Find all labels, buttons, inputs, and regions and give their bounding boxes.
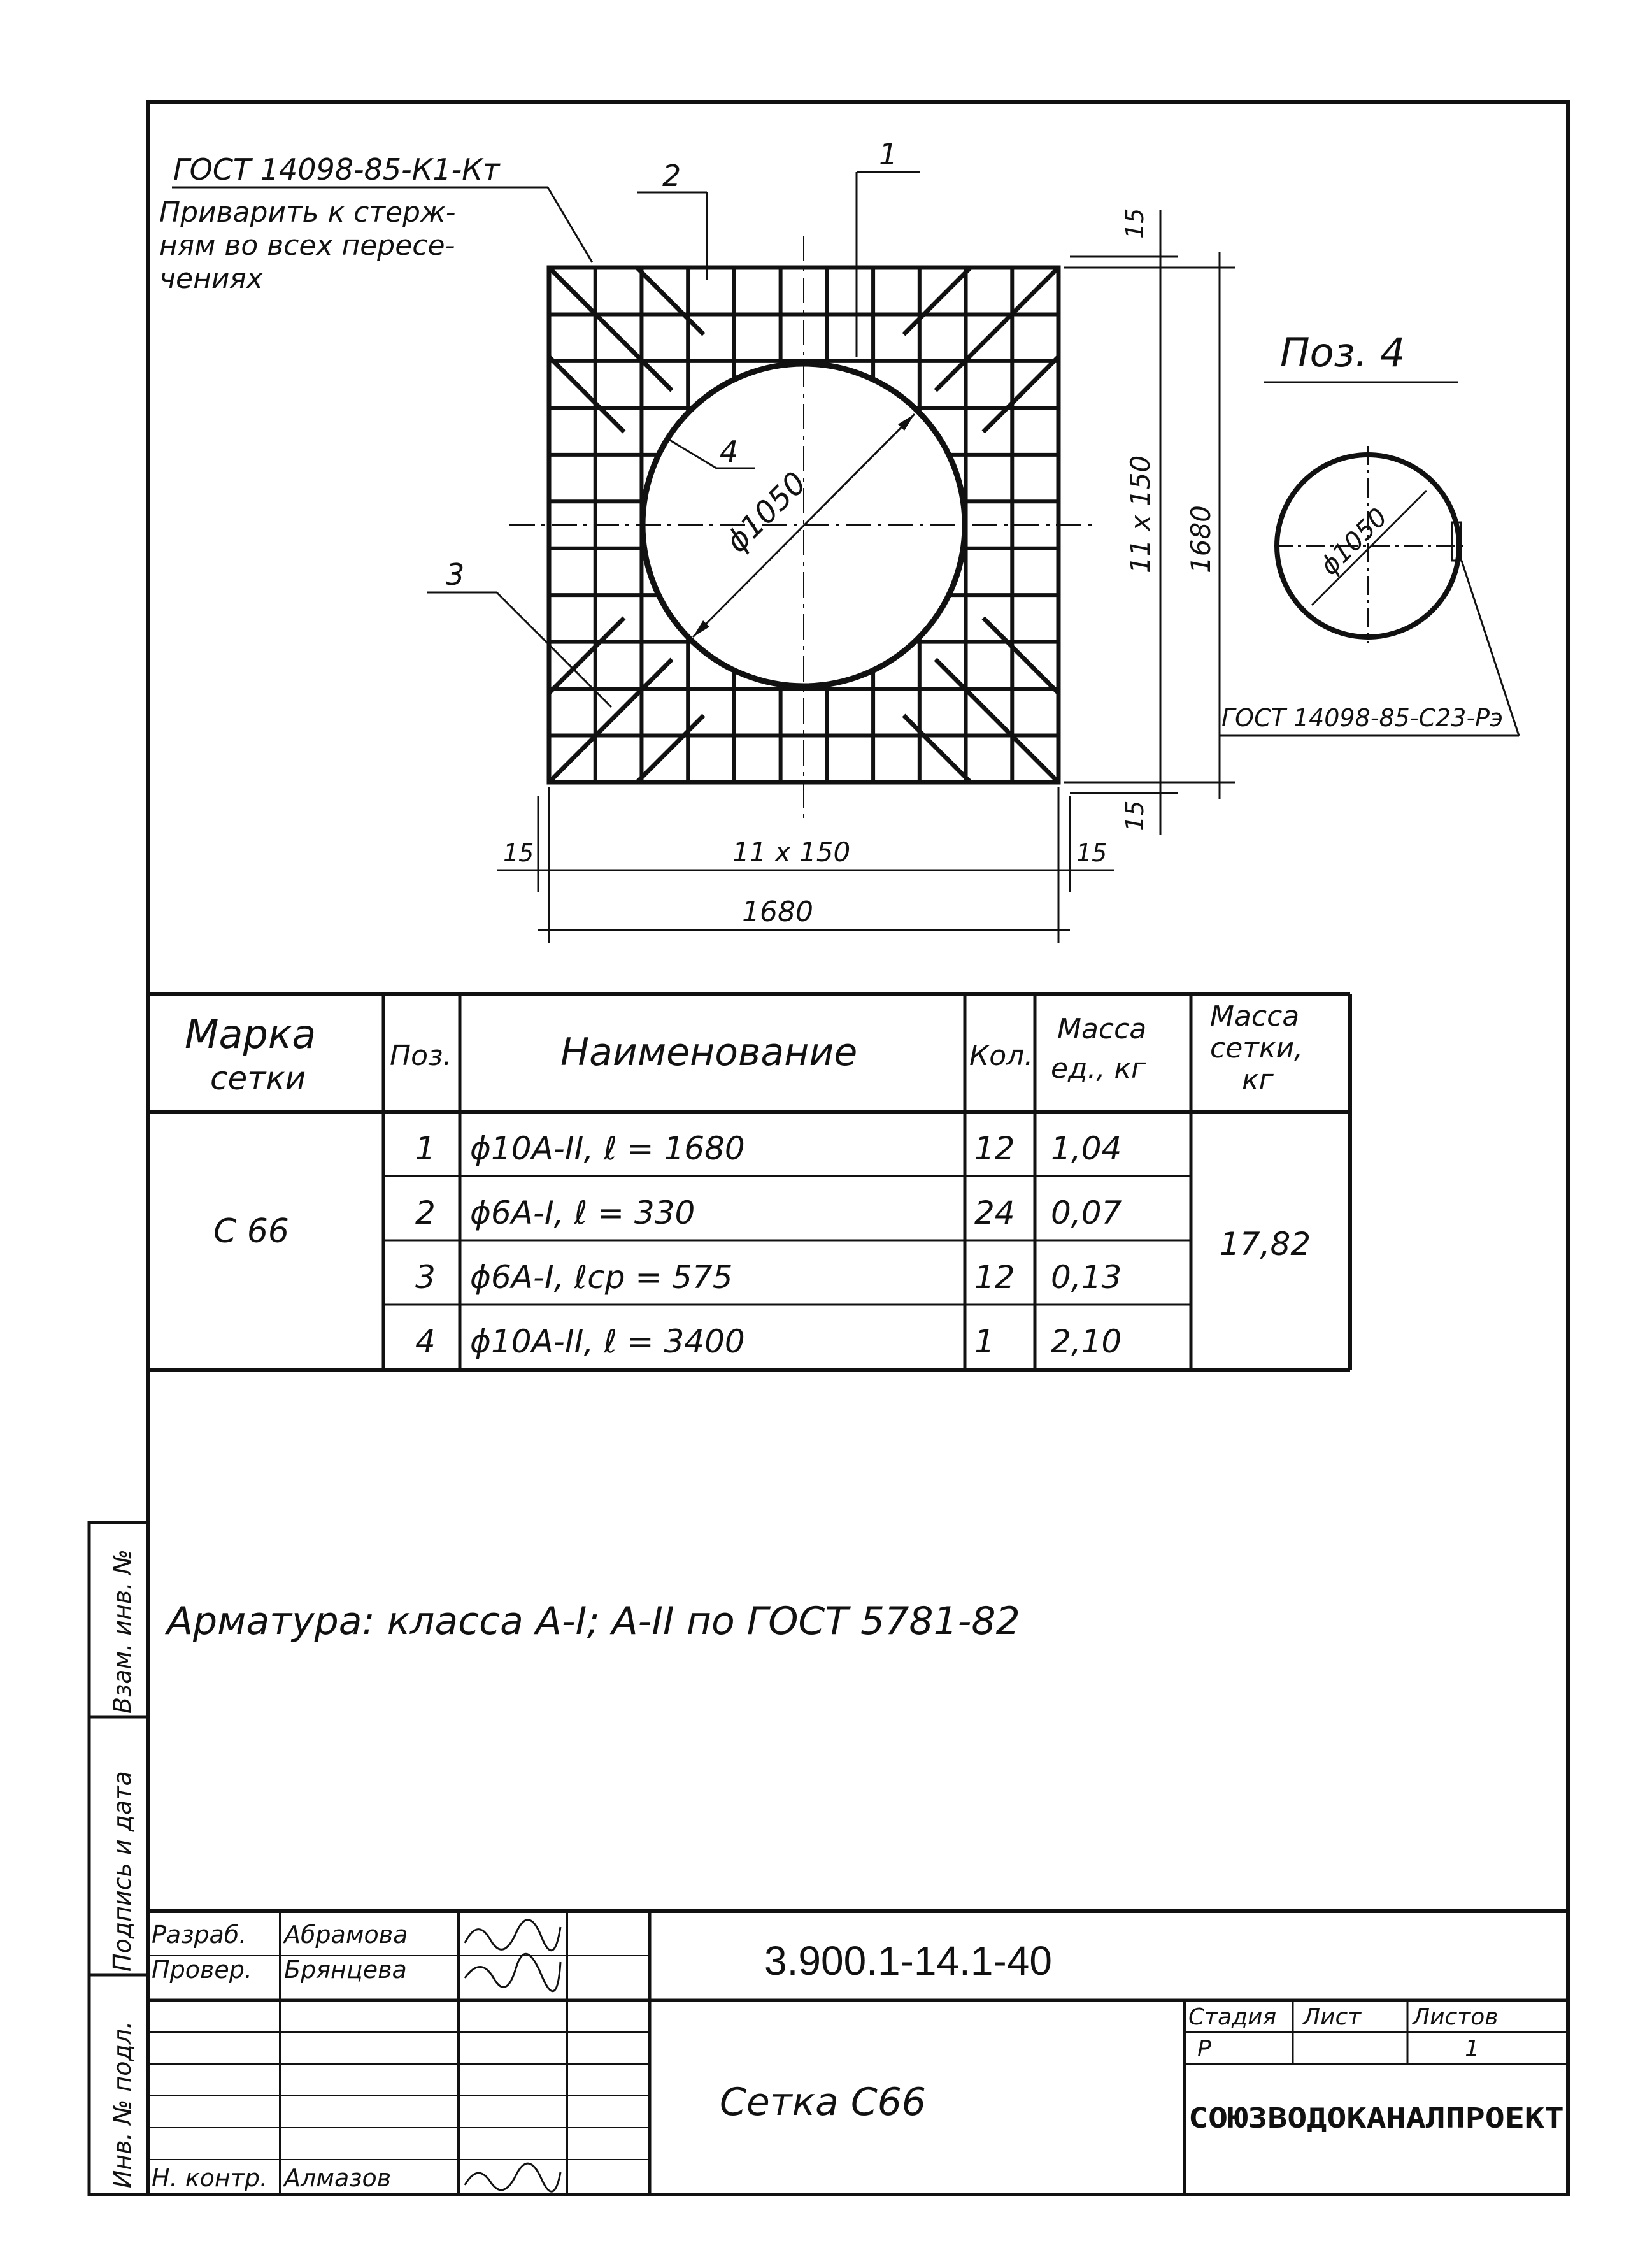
- dim-bottom-1680: 1680: [742, 896, 813, 928]
- cell-qty: 24: [974, 1194, 1015, 1231]
- cell-mark: С 66: [213, 1212, 290, 1250]
- document-code: 3.900.1-14.1-40: [764, 1938, 1052, 1984]
- th-unit-mass-l2: ед., кг: [1051, 1052, 1146, 1085]
- th-pos: Поз.: [390, 1040, 452, 1072]
- cell-mass: 2,10: [1051, 1323, 1122, 1360]
- cell-qty: 12: [974, 1130, 1015, 1167]
- th-name: Наименование: [560, 1030, 858, 1075]
- th-mesh-mass-l3: кг: [1242, 1064, 1274, 1096]
- dim-bottom-15-b: 15: [1076, 839, 1107, 867]
- th-mesh-mass-l1: Масса: [1210, 1000, 1300, 1033]
- mesh-diameter-label: ϕ1050: [718, 465, 814, 560]
- th-unit-mass-l1: Масса: [1057, 1013, 1147, 1045]
- weld-note-line2: ням во всех пересе-: [159, 229, 455, 262]
- name-develop: Абрамова: [284, 1921, 408, 1949]
- name-norm: Алмазов: [284, 2164, 392, 2192]
- cell-mass: 0,07: [1051, 1194, 1122, 1231]
- cell-mass: 1,04: [1051, 1130, 1122, 1167]
- cell-pos: 2: [415, 1194, 436, 1231]
- role-develop: Разраб.: [152, 1921, 247, 1949]
- th-mark-line2: сетки: [210, 1060, 306, 1097]
- detail-diameter-label: ϕ1050: [1314, 502, 1393, 582]
- side-sign-date: Подпись и дата: [108, 1771, 136, 1972]
- reinforcement-note: Арматура: класса А-I; А-II по ГОСТ 5781-82: [167, 1599, 1020, 1644]
- side-inv-podl: Инв. № подл.: [108, 2021, 136, 2188]
- table-row: [415, 1323, 1122, 1360]
- detail-title: Поз. 4: [1280, 329, 1406, 376]
- callout-2: 2: [662, 159, 681, 193]
- cell-name: ϕ6А-I, ℓср = 575: [470, 1259, 733, 1296]
- th-qty: Кол.: [969, 1040, 1034, 1072]
- cell-qty: 12: [974, 1259, 1015, 1296]
- callout-4: 4: [720, 434, 739, 469]
- cell-mesh-mass: 17,82: [1220, 1226, 1311, 1263]
- weld-note-line1: Приварить к стерж-: [159, 196, 456, 229]
- cell-name: ϕ6А-I, ℓ = 330: [470, 1194, 695, 1231]
- dim-bottom-15-left: 15: [503, 839, 534, 867]
- detail-ring: [1220, 446, 1519, 736]
- cell-pos: 4: [415, 1323, 436, 1360]
- table-row: [415, 1130, 1122, 1167]
- sheet-title: Сетка С66: [720, 2080, 927, 2124]
- dim-right-1680: 1680: [1185, 505, 1216, 573]
- dim-top-15: 15: [1121, 208, 1149, 239]
- cell-name: ϕ10А-II, ℓ = 1680: [470, 1130, 745, 1167]
- cell-qty: 1: [974, 1323, 995, 1360]
- th-mark-line1: Марка: [185, 1011, 317, 1057]
- cell-mass: 0,13: [1051, 1259, 1122, 1296]
- dim-bottom-11x150: 11 x 150: [732, 836, 851, 868]
- cell-pos: 3: [415, 1259, 436, 1296]
- stage-label: Стадия: [1188, 2004, 1277, 2030]
- cell-name: ϕ10А-II, ℓ = 3400: [470, 1323, 745, 1360]
- sheets-value: 1: [1465, 2036, 1479, 2062]
- dim-right-11x150: 11 x 150: [1125, 455, 1156, 573]
- table-row: [415, 1194, 1122, 1231]
- role-norm: Н. контр.: [152, 2164, 268, 2192]
- signatures: [465, 1920, 560, 2192]
- stage-value: Р: [1197, 2036, 1211, 2062]
- weld-note-line3: чениях: [159, 262, 263, 295]
- mesh-plan: [509, 236, 1095, 822]
- callout-1: 1: [879, 137, 898, 171]
- name-check: Брянцева: [284, 1956, 407, 1984]
- sheets-label: Листов: [1413, 2004, 1499, 2030]
- organization-name: СОЮЗВОДОКАНАЛПРОЕКТ: [1188, 2102, 1564, 2135]
- table-row: [415, 1259, 1122, 1296]
- dim-bottom-15-right: 15: [1121, 800, 1149, 831]
- role-check: Провер.: [152, 1956, 252, 1984]
- detail-weld-gost: ГОСТ 14098-85-С23-Рэ: [1221, 704, 1503, 732]
- th-mesh-mass-l2: сетки,: [1210, 1032, 1304, 1064]
- side-inv-vzam: Взам. инв. №: [108, 1549, 136, 1714]
- weld-note-gost: ГОСТ 14098-85-К1-Кт: [173, 152, 500, 187]
- callout-3: 3: [446, 557, 465, 592]
- sheet-label: Лист: [1303, 2004, 1362, 2030]
- cell-pos: 1: [415, 1130, 436, 1167]
